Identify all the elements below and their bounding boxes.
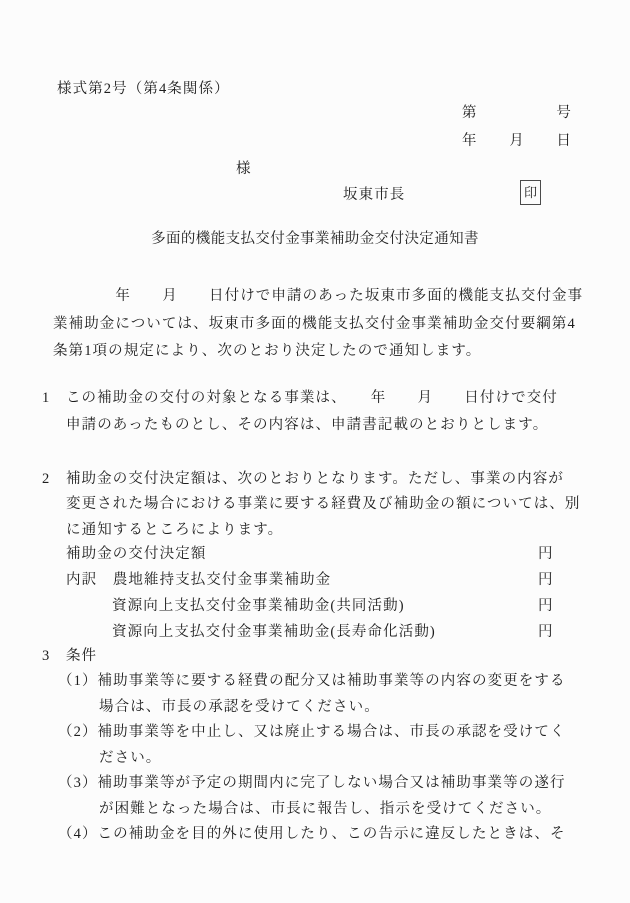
breakdown-farmland-unit: 円: [538, 572, 554, 588]
issue-date-line: [462, 132, 572, 150]
breakdown-joint-label: 資源向上支払交付金事業補助金(共同活動): [112, 598, 405, 614]
item2-line-2: 変更された場合における事業に要する経費及び補助金の額については、別: [66, 496, 581, 512]
condition1-line-1: （1）補助事業等に要する経費の配分又は補助事業等の内容の変更をする: [58, 673, 566, 689]
grant-total-unit: 円: [538, 546, 554, 562]
seal-stamp: [520, 180, 541, 205]
condition2-line-2: ださい。: [99, 750, 162, 766]
breakdown-joint-unit: 円: [538, 598, 554, 614]
form-number: 様式第2号（第4条関係）: [57, 81, 230, 97]
condition3-line-1: （3）補助事業等が予定の期間内に完了しない場合又は補助事業等の遂行: [58, 775, 566, 791]
item2-line-1: 2 補助金の交付決定額は、次のとおりとなります。ただし、事業の内容が: [42, 471, 564, 487]
intro-line-1: 年 月 日付けで申請のあった坂東市多面的機能支払交付金事: [53, 288, 584, 304]
date-year-label: 年: [462, 133, 478, 149]
date-month-label: 月: [509, 133, 525, 149]
condition1-line-2: 場合は、市長の承認を受けてください。: [99, 699, 380, 715]
item3-heading: 3 条件: [42, 648, 98, 664]
seal-character: 印: [523, 185, 537, 200]
addressee-honorific: 様: [236, 161, 252, 177]
item2-line-3: に通知するところによります。: [66, 522, 284, 538]
breakdown-longlife-unit: 円: [538, 624, 554, 640]
item1-line-2: 申請のあったものとし、その内容は、申請書記載のとおりとします。: [66, 417, 549, 433]
condition2-line-1: （2）補助事業等を中止し、又は廃止する場合は、市長の承認を受けてく: [58, 724, 566, 740]
intro-line-3: 条第1項の規定により、次のとおり決定したので通知します。: [53, 343, 482, 359]
condition3-line-2: が困難となった場合は、市長に報告し、指示を受けてください。: [99, 801, 552, 817]
issuer-name: 坂東市長: [343, 187, 406, 203]
document-title: 多面的機能支払交付金事業補助金交付決定通知書: [151, 231, 479, 247]
condition4-line-1: （4）この補助金を目的外に使用したり、この告示に違反したときは、そ: [58, 826, 566, 842]
breakdown-farmland-label: 内訳 農地維持支払交付金事業補助金: [66, 572, 332, 588]
grant-total-label: 補助金の交付決定額: [66, 546, 207, 562]
breakdown-longlife-label: 資源向上支払交付金事業補助金(長寿命化活動): [112, 624, 436, 640]
document-number-line: [462, 104, 572, 122]
date-day-label: 日: [556, 133, 572, 149]
item1-line-1: 1 この補助金の交付の対象となる事業は、 年 月 日付けで交付: [42, 390, 558, 406]
intro-line-2: 業補助金については、坂東市多面的機能支払交付金事業補助金交付要綱第4: [53, 316, 576, 332]
document-number-prefix: 第: [462, 105, 478, 121]
document-number-suffix: 号: [556, 105, 572, 121]
